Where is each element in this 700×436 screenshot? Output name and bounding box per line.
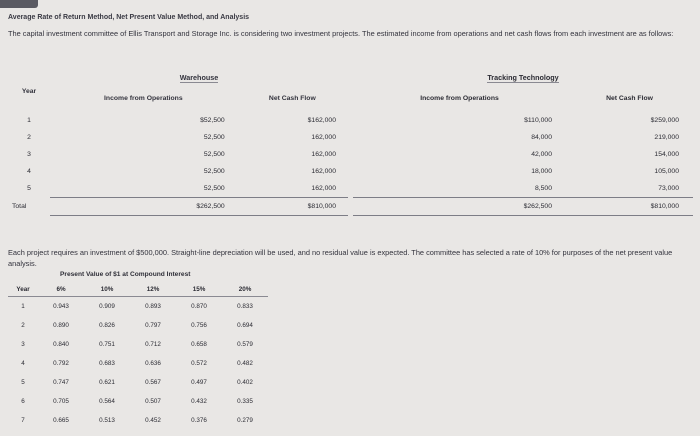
table-row [353, 180, 693, 198]
warehouse-cash-cell: 162,000 [311, 168, 336, 175]
pv-table [8, 282, 268, 430]
tracking-income-header: Income from Operations [420, 94, 499, 102]
tracking-cash-header: Net Cash Flow [606, 94, 653, 102]
warehouse-income-cell: 52,500 [50, 180, 237, 198]
year-cell: 3 [27, 151, 31, 158]
pv-factor-cell: 0.890 [53, 322, 69, 329]
table-row [8, 129, 348, 146]
pv-factor-cell: 0.482 [237, 360, 253, 367]
pv-year-cell: 2 [21, 322, 25, 329]
warehouse-table [8, 70, 348, 216]
warehouse-cash-header: Net Cash Flow [268, 94, 316, 102]
pv-row [8, 297, 268, 317]
tracking-cash-cell: 105,000 [654, 168, 679, 175]
pv-year-cell: 5 [21, 379, 25, 386]
pv-factor-cell: 0.840 [53, 341, 69, 348]
warehouse-income-cell: 52,500 [203, 168, 225, 175]
pv-table-title: Present Value of $1 at Compound Interest [60, 271, 191, 278]
note-text: Each project requires an investment of $500,000. Straight-line depreciation will be used, and no residual value is expected. The committee has selected a rate of 10% for purposes of the net present value analysis. [8, 248, 673, 268]
warehouse-income-total: $262,500 [50, 198, 237, 216]
tracking-income-cell: 18,000 [531, 168, 552, 175]
pv-factor-cell: 0.826 [99, 322, 115, 329]
pv-factor-cell: 0.636 [145, 360, 161, 367]
pv-factor-cell: 0.909 [99, 303, 115, 310]
pv-factor-cell: 0.665 [53, 417, 69, 424]
pv-rate-header: 12% [130, 282, 176, 297]
pv-factor-cell: 0.658 [191, 341, 207, 348]
pv-year-cell: 1 [21, 303, 25, 310]
pv-factor-cell: 0.567 [145, 379, 161, 386]
pv-factor-cell: 0.797 [145, 322, 161, 329]
pv-rate-header: 6% [38, 282, 84, 297]
year-cell: 5 [27, 185, 31, 193]
pv-row [8, 335, 268, 354]
total-row [8, 198, 348, 216]
warehouse-income-cell: $52,500 [200, 117, 225, 124]
warehouse-cash-cell: 162,000 [311, 134, 336, 141]
tracking-cash-cell: 219,000 [654, 134, 679, 141]
year-cell: 1 [27, 117, 31, 124]
table-row [353, 129, 693, 146]
pv-factor-cell: 0.705 [53, 398, 69, 405]
pv-year-header: Year [8, 282, 38, 297]
table-row [353, 146, 693, 163]
tracking-income-cell: 8,500 [353, 180, 566, 198]
pv-row [8, 411, 268, 430]
pv-factor-cell: 0.943 [53, 303, 69, 310]
pv-factor-cell: 0.694 [237, 322, 253, 329]
pv-factor-cell: 0.579 [237, 341, 253, 348]
table-row [353, 112, 693, 129]
pv-factor-cell: 0.893 [145, 303, 161, 310]
pv-factor-cell: 0.335 [237, 398, 253, 405]
pv-factor-cell: 0.507 [145, 398, 161, 405]
pv-factor-cell: 0.402 [237, 379, 253, 386]
pv-row [8, 373, 268, 392]
pv-rate-header: 15% [176, 282, 222, 297]
pv-factor-cell: 0.683 [99, 360, 115, 367]
pv-factor-cell: 0.712 [145, 341, 161, 348]
pv-row [8, 316, 268, 335]
total-label: Total [12, 203, 27, 210]
pv-factor-cell: 0.621 [99, 379, 115, 386]
tracking-income-cell: 42,000 [531, 151, 552, 158]
table-row [8, 180, 348, 198]
pv-factor-cell: 0.376 [191, 417, 207, 424]
pv-year-cell: 7 [21, 417, 25, 424]
warehouse-income-cell: 52,500 [203, 151, 225, 158]
total-row [353, 198, 693, 216]
pv-factor-cell: 0.870 [191, 303, 207, 310]
intro-text: The capital investment committee of Ellis Transport and Storage Inc. is considering two investment projects. The estimated income from operations and net cash flows from each investment are as follows: [8, 29, 674, 38]
pv-factor-cell: 0.432 [191, 398, 207, 405]
pv-year-cell: 6 [21, 398, 25, 405]
pv-factor-cell: 0.833 [237, 303, 253, 310]
tracking-table [353, 70, 693, 216]
tracking-income-cell: 84,000 [531, 134, 552, 141]
tracking-cash-cell: 154,000 [654, 151, 679, 158]
pv-year-cell: 4 [21, 360, 25, 367]
table-row [8, 112, 348, 129]
warehouse-cash-cell: $162,000 [307, 117, 336, 124]
tracking-cash-cell: 73,000 [566, 180, 693, 198]
pv-factor-cell: 0.792 [53, 360, 69, 367]
warehouse-cash-total: $810,000 [237, 198, 348, 216]
table-row [353, 163, 693, 180]
pv-factor-cell: 0.452 [145, 417, 161, 424]
tracking-cash-total: $810,000 [566, 198, 693, 216]
pv-factor-cell: 0.564 [99, 398, 115, 405]
year-cell: 2 [27, 134, 31, 141]
pv-factor-cell: 0.513 [99, 417, 115, 424]
table-row [8, 163, 348, 180]
year-cell: 4 [27, 168, 31, 175]
pv-factor-cell: 0.497 [191, 379, 207, 386]
pv-row [8, 354, 268, 373]
warehouse-income-cell: 52,500 [203, 134, 225, 141]
pv-factor-cell: 0.279 [237, 417, 253, 424]
pv-factor-cell: 0.751 [99, 341, 115, 348]
pv-factor-cell: 0.572 [191, 360, 207, 367]
tracking-header: Tracking Technology [487, 72, 559, 82]
warehouse-cash-cell: 162,000 [237, 180, 348, 198]
warehouse-income-header: Income from Operations [104, 94, 183, 102]
tracking-income-total: $262,500 [353, 198, 566, 216]
problem-title: Average Rate of Return Method, Net Present Value Method, and Analysis [8, 14, 250, 21]
header-tab [0, 0, 38, 8]
warehouse-header: Warehouse [179, 72, 219, 82]
tracking-cash-cell: $259,000 [650, 117, 679, 124]
pv-rate-header: 10% [84, 282, 130, 297]
pv-factor-cell: 0.756 [191, 322, 207, 329]
warehouse-cash-cell: 162,000 [311, 151, 336, 158]
year-header: Year [21, 87, 37, 95]
pv-factor-cell: 0.747 [53, 379, 69, 386]
table-row [8, 146, 348, 163]
pv-year-cell: 3 [21, 341, 25, 348]
pv-row [8, 392, 268, 411]
pv-rate-header: 20% [222, 282, 268, 297]
tracking-income-cell: $110,000 [524, 117, 552, 124]
